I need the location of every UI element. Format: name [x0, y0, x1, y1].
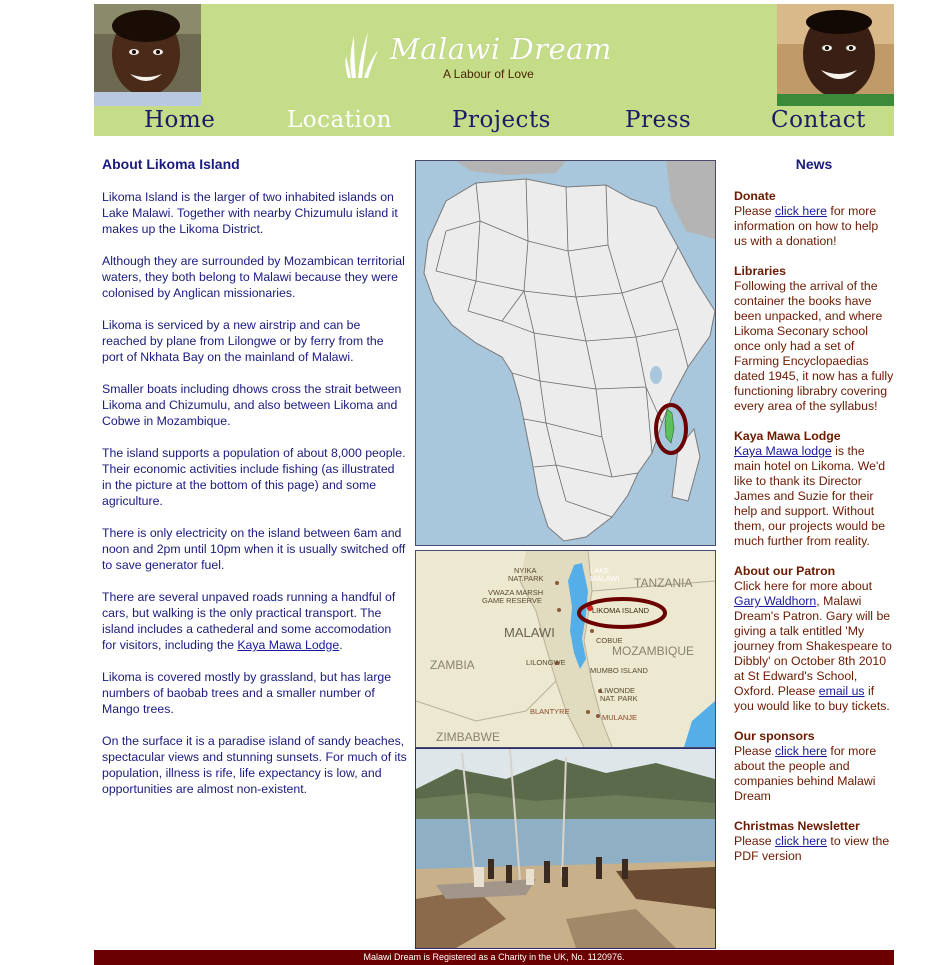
map-label-liwonde: LIWONDE: [600, 686, 636, 695]
news-text: , Malawi Dream's Patron.: [734, 594, 862, 623]
sponsors-link[interactable]: click here: [775, 744, 827, 758]
map-label-vwaza: VWAZA MARSH: [488, 588, 544, 597]
brand-name: Malawi Dream: [390, 32, 612, 66]
news-text: to view the PDF version: [734, 834, 890, 863]
news-text: for more about the people and companies behind Malawi Dream: [734, 744, 877, 803]
news-text: Gary will be giving a talk entitled 'My journey from Shakespeare to Dibbly' on October 8th 2010 at St Edward's School, Oxford. Please: [734, 609, 892, 698]
news-head-libraries: Libraries: [734, 264, 786, 278]
news-text: Please: [734, 204, 776, 218]
about-paragraph: Likoma is serviced by a new airstrip and can be reached by plane from Lilongwe or by ferry from the port of Nkhata Bay on the mainland of Malawi.: [102, 318, 384, 364]
news-item-patron: [734, 564, 894, 714]
child-photo-left: [94, 4, 201, 106]
about-section: [102, 156, 407, 813]
news-title: News: [795, 156, 833, 172]
news-head-patron: About our Patron: [734, 564, 836, 578]
news-head-sponsors: Our sponsors: [734, 729, 815, 743]
africa-map: [415, 160, 716, 546]
news-item-donate: [734, 189, 894, 249]
grass-logo-icon: [344, 30, 384, 80]
email-link[interactable]: email us: [818, 684, 865, 698]
header-banner: [94, 4, 894, 106]
news-text: Click here for more about: [734, 579, 873, 593]
about-paragraph: There is only electricity on the island between 6am and noon and 2pm until 10pm when it is usually switched off to save generator fuel.: [102, 526, 406, 572]
news-head-lodge: Kaya Mawa Lodge: [734, 429, 841, 443]
about-paragraph: Although they are surrounded by Mozambican territorial waters, they both belong to Malawi because they were colonised by Anglican missionaries.: [102, 254, 405, 300]
about-paragraph: Likoma Island is the larger of two inhabited islands on Lake Malawi. Together with nearby Chizumulu island it makes up the Likoma District.: [102, 190, 398, 236]
map-label-zimbabwe: ZIMBABWE: [436, 730, 501, 744]
nav-contact[interactable]: Contact: [771, 107, 866, 133]
news-sidebar: [734, 156, 894, 879]
map-label-mumbo: MUMBO ISLAND: [590, 666, 648, 675]
news-text: is the main hotel on Likoma. We'd like to thank its Director James and Suzie for their help and support. Without them, our projects would be much further from reality.: [734, 444, 886, 548]
roads-end: .: [339, 638, 343, 652]
nav-press[interactable]: Press: [625, 107, 692, 133]
map-label-mozambique: MOZAMBIQUE: [612, 644, 695, 658]
news-item-lodge: [734, 429, 894, 549]
main-nav: [94, 106, 894, 136]
nav-projects[interactable]: Projects: [452, 107, 551, 133]
news-text: Please: [734, 744, 776, 758]
map-label-vwaza-reserve: GAME RESERVE: [482, 596, 542, 605]
donate-link[interactable]: click here: [775, 204, 827, 218]
map-label-likoma: LIKOMA ISLAND: [592, 606, 650, 615]
news-head-donate: Donate: [734, 189, 776, 203]
map-label-lake-malawi: MALAWI: [590, 574, 620, 583]
map-label-cobue: COBUE: [596, 636, 623, 645]
fishing-photo: [415, 748, 716, 949]
map-label-nyika: NYIKA: [514, 566, 537, 575]
malawi-map: [415, 550, 716, 748]
roads-text: There are several unpaved roads running a handful of cars, but walking is the only practical transport. The island includes a cathederal and some accomodation for visitors, including the: [102, 590, 396, 652]
about-paragraph: Smaller boats including dhows cross the strait between Likoma and Chizumulu, and also between Likoma and Cobwe in Mozambique.: [102, 382, 402, 428]
map-label-tanzania: TANZANIA: [634, 576, 693, 590]
map-label-nyika-park: NAT.PARK: [508, 574, 544, 583]
lodge-link[interactable]: Kaya Mawa lodge: [734, 444, 832, 458]
about-paragraph: On the surface it is a paradise island of sandy beaches, spectacular views and stunning sunsets. For much of its population, illness is rife, life expectancy is low, and opportunities are almost non-existent.: [102, 734, 407, 796]
map-label-lilongwe: LILONGWE: [526, 658, 566, 667]
brand-logo[interactable]: [344, 30, 644, 90]
kaya-mawa-link[interactable]: Kaya Mawa Lodge: [237, 638, 340, 652]
news-text: if you would like to buy tickets.: [734, 684, 890, 713]
nav-home[interactable]: Home: [144, 107, 216, 133]
footer: Malawi Dream is Registered as a Charity in the UK, No. 1120976.: [94, 950, 894, 965]
news-head-newsletter: Christmas Newsletter: [734, 819, 860, 833]
nav-location[interactable]: Location: [287, 107, 392, 133]
news-text: Following the arrival of the container the books have been unpacked, and where Likoma Seconary school once only had a set of Farming Encyclopaedias dated 1945, it now has a fully functioning librabry covering every area of the syllabus!: [734, 279, 894, 413]
map-label-malawi: MALAWI: [504, 625, 555, 640]
about-paragraph-roads: [102, 589, 407, 653]
child-photo-right: [777, 4, 894, 106]
map-label-mulanje: MULANJE: [602, 713, 638, 722]
news-text: Please: [734, 834, 776, 848]
news-text: for more information on how to help us with a donation!: [734, 204, 879, 248]
about-paragraph: The island supports a population of about 8,000 people. Their economic activities include fishing (as illustrated in the picture at the bottom of this page) and some agriculture.: [102, 446, 406, 508]
about-heading: About Likoma Island: [102, 156, 240, 172]
about-paragraph: Likoma is covered mostly by grassland, but has large numbers of baobab trees and a smaller number of Mango trees.: [102, 670, 392, 716]
map-label-lake: LAKE: [590, 566, 610, 575]
brand-tagline: A Labour of Love: [443, 67, 534, 81]
map-label-liwonde-park: NAT. PARK: [600, 694, 638, 703]
map-label-blantyre: BLANTYRE: [530, 707, 570, 716]
news-item-libraries: [734, 264, 894, 414]
news-item-newsletter: [734, 819, 894, 864]
newsletter-link[interactable]: click here: [775, 834, 827, 848]
patron-link[interactable]: Gary Waldhorn: [734, 594, 817, 608]
map-label-zambia: ZAMBIA: [430, 658, 475, 672]
news-item-sponsors: [734, 729, 894, 804]
